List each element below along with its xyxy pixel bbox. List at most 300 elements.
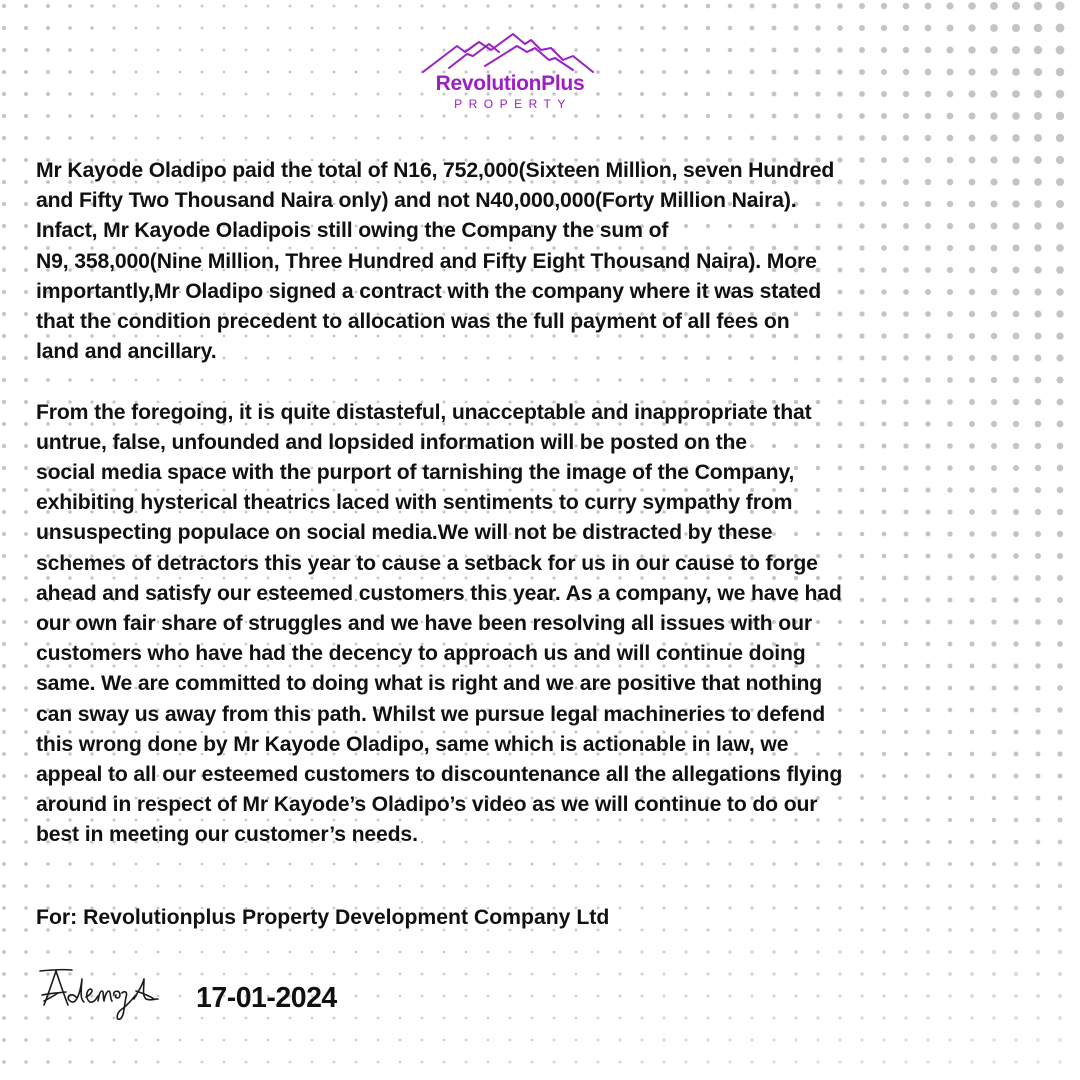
text-line: untrue, false, unfounded and lopsided information will be posted on the	[36, 430, 747, 454]
background-dot	[970, 950, 974, 954]
background-dot	[838, 1016, 841, 1019]
background-dot	[684, 4, 688, 8]
background-dot	[619, 885, 622, 888]
background-dot	[640, 4, 644, 8]
background-dot	[815, 91, 820, 96]
background-dot	[509, 1039, 512, 1042]
background-dot	[728, 26, 733, 31]
background-dot	[24, 774, 28, 778]
background-dot	[684, 862, 687, 865]
text-line: this wrong done by Mr Kayode Oladipo, same which is actionable in law, we	[36, 732, 789, 756]
background-dot	[24, 26, 28, 30]
logo-subtitle: PROPERTY	[454, 97, 572, 111]
background-dot	[135, 951, 138, 954]
background-dot	[377, 5, 380, 8]
background-dot	[597, 1061, 600, 1064]
background-dot	[377, 1017, 380, 1020]
background-dot	[201, 951, 204, 954]
background-dot	[377, 71, 380, 74]
background-dot	[68, 862, 71, 865]
background-dot	[926, 972, 930, 976]
background-dot	[487, 995, 490, 998]
background-dot	[2, 422, 6, 426]
background-dot	[1034, 2, 1043, 11]
background-dot	[157, 71, 160, 74]
background-dot	[2, 136, 6, 140]
background-dot	[157, 1061, 160, 1064]
background-dot	[399, 863, 402, 866]
background-dot	[903, 135, 909, 141]
text-line: unsuspecting populace on social media.We will not be distracted by these	[36, 521, 773, 545]
background-dot	[333, 1039, 336, 1042]
background-dot	[663, 1061, 666, 1064]
background-dot	[2, 818, 6, 822]
background-dot	[2, 202, 6, 206]
background-dot	[2, 1060, 6, 1064]
background-dot	[684, 950, 687, 953]
background-dot	[575, 995, 578, 998]
background-dot	[574, 4, 578, 8]
background-dot	[1036, 972, 1040, 976]
background-dot	[882, 1060, 885, 1063]
background-dot	[1056, 2, 1065, 11]
background-dot	[2, 994, 6, 998]
background-dot	[793, 91, 798, 96]
background-dot	[24, 840, 28, 844]
background-dot	[24, 554, 28, 558]
background-dot	[2, 532, 6, 536]
logo-brand-name: RevolutionPlus	[435, 72, 585, 95]
background-dot	[223, 137, 226, 140]
background-dot	[24, 972, 28, 976]
background-dot	[729, 1039, 732, 1042]
text-line: ahead and satisfy our esteemed customers this year. As a company, we have had	[36, 581, 842, 605]
background-dot	[355, 27, 358, 30]
background-dot	[948, 1038, 951, 1041]
background-dot	[179, 137, 182, 140]
background-dot	[904, 1016, 907, 1019]
background-dot	[881, 135, 887, 141]
background-dot	[881, 91, 887, 97]
background-dot	[46, 950, 49, 953]
background-dot	[618, 136, 622, 140]
background-dot	[112, 92, 115, 95]
background-dot	[2, 312, 6, 316]
background-dot	[663, 1039, 666, 1042]
background-dot	[135, 1039, 138, 1042]
background-dot	[267, 863, 270, 866]
background-dot	[948, 1016, 952, 1020]
background-dot	[881, 113, 887, 119]
background-dot	[68, 92, 72, 96]
background-dot	[46, 70, 50, 74]
background-dot	[245, 1039, 248, 1042]
background-dot	[794, 972, 797, 975]
background-dot	[134, 92, 137, 95]
background-dot	[552, 136, 555, 139]
background-dot	[618, 26, 622, 30]
background-dot	[421, 951, 424, 954]
background-dot	[289, 951, 292, 954]
background-dot	[399, 71, 402, 74]
background-dot	[443, 973, 446, 976]
background-dot	[838, 884, 842, 888]
background-dot	[992, 972, 996, 976]
background-dot	[530, 136, 533, 139]
background-dot	[837, 25, 843, 31]
background-dot	[1058, 994, 1062, 998]
background-dot	[333, 951, 336, 954]
text-line: appeal to all our esteemed customers to discountenance all the allegations flying	[36, 763, 843, 787]
background-dot	[509, 1061, 512, 1064]
background-dot	[179, 5, 182, 8]
background-dot	[815, 113, 820, 118]
background-dot	[377, 885, 380, 888]
background-dot	[663, 951, 666, 954]
background-dot	[24, 466, 28, 470]
background-dot	[750, 972, 753, 975]
background-dot	[2, 334, 6, 338]
background-dot	[882, 972, 885, 975]
background-dot	[1014, 972, 1018, 976]
background-dot	[157, 27, 160, 30]
background-dot	[443, 951, 446, 954]
background-dot	[245, 137, 248, 140]
background-dot	[223, 973, 226, 976]
background-dot	[443, 995, 446, 998]
background-dot	[640, 48, 644, 52]
background-dot	[24, 994, 28, 998]
background-dot	[882, 928, 886, 932]
background-dot	[443, 885, 446, 888]
background-dot	[1014, 862, 1018, 866]
background-dot	[837, 135, 842, 140]
background-dot	[750, 136, 755, 141]
background-dot	[1036, 906, 1040, 910]
background-dot	[487, 1039, 490, 1042]
background-dot	[267, 115, 270, 118]
background-dot	[24, 664, 28, 668]
background-dot	[223, 885, 226, 888]
background-dot	[838, 862, 842, 866]
background-dot	[245, 973, 248, 976]
background-dot	[2, 598, 6, 602]
background-dot	[377, 115, 380, 118]
background-dot	[990, 24, 998, 32]
background-dot	[750, 26, 755, 31]
background-dot	[772, 1016, 775, 1019]
background-dot	[772, 862, 775, 865]
text-line: same. We are committed to doing what is right and we are positive that nothing	[36, 672, 823, 696]
background-dot	[1036, 1016, 1040, 1020]
background-dot	[925, 47, 932, 54]
background-dot	[289, 1017, 292, 1020]
background-dot	[399, 49, 402, 52]
text-line: our own fair share of struggles and we have been resolving all issues with our	[36, 612, 812, 636]
text-line: can sway us away from this path. Whilst we pursue legal machineries to defend	[36, 702, 826, 726]
background-dot	[597, 1017, 600, 1020]
background-dot	[2, 686, 6, 690]
background-dot	[531, 863, 534, 866]
background-dot	[223, 1061, 226, 1064]
background-dot	[311, 863, 314, 866]
background-dot	[750, 884, 753, 887]
background-dot	[619, 995, 622, 998]
background-dot	[443, 1039, 446, 1042]
statement-body	[36, 156, 1076, 851]
background-dot	[2, 862, 6, 866]
background-dot	[772, 884, 775, 887]
background-dot	[311, 1017, 314, 1020]
background-dot	[946, 24, 953, 31]
background-dot	[750, 950, 753, 953]
background-dot	[684, 906, 687, 909]
background-dot	[837, 3, 843, 9]
background-dot	[663, 1017, 666, 1020]
background-dot	[311, 1039, 314, 1042]
background-dot	[816, 994, 819, 997]
background-dot	[751, 1061, 754, 1064]
background-dot	[926, 1016, 929, 1019]
background-dot	[201, 137, 204, 140]
background-dot	[2, 796, 6, 800]
background-dot	[948, 950, 952, 954]
background-dot	[465, 1039, 468, 1042]
background-dot	[881, 3, 887, 9]
background-dot	[948, 994, 952, 998]
background-dot	[442, 114, 445, 117]
background-dot	[2, 158, 6, 162]
background-dot	[860, 928, 864, 932]
background-dot	[926, 862, 930, 866]
background-dot	[2, 70, 6, 74]
background-dot	[641, 973, 644, 976]
background-dot	[619, 951, 622, 954]
background-dot	[443, 1017, 446, 1020]
background-dot	[333, 5, 336, 8]
background-dot	[465, 1061, 468, 1064]
background-dot	[815, 3, 821, 9]
background-dot	[68, 1038, 71, 1041]
background-dot	[377, 27, 380, 30]
background-dot	[289, 115, 292, 118]
background-dot	[179, 995, 182, 998]
background-dot	[575, 863, 578, 866]
background-dot	[421, 137, 424, 140]
background-dot	[24, 48, 28, 52]
background-dot	[24, 114, 28, 118]
background-dot	[662, 136, 666, 140]
background-dot	[46, 48, 50, 52]
background-dot	[68, 48, 72, 52]
background-dot	[24, 268, 28, 272]
background-dot	[728, 70, 733, 75]
background-dot	[707, 1017, 710, 1020]
background-dot	[157, 49, 160, 52]
background-dot	[267, 1061, 270, 1064]
background-dot	[815, 135, 820, 140]
background-dot	[201, 71, 204, 74]
background-dot	[837, 69, 843, 75]
background-dot	[1036, 928, 1040, 932]
text-line: and Fifty Two Thousand Naira only) and not N40,000,000(Forty Million Naira).	[36, 189, 797, 213]
background-dot	[970, 906, 974, 910]
background-dot	[553, 863, 556, 866]
background-dot	[728, 928, 731, 931]
background-dot	[553, 885, 556, 888]
background-dot	[641, 907, 644, 910]
background-dot	[1058, 1016, 1062, 1020]
background-dot	[2, 356, 6, 360]
background-dot	[2, 730, 6, 734]
background-dot	[815, 69, 820, 74]
background-dot	[816, 928, 819, 931]
background-dot	[728, 114, 733, 119]
background-dot	[46, 1060, 49, 1063]
background-dot	[201, 49, 204, 52]
background-dot	[24, 906, 28, 910]
background-dot	[90, 114, 93, 117]
text-line: N9, 358,000(Nine Million, Three Hundred and Fifty Eight Thousand Naira). More	[36, 249, 817, 273]
background-dot	[574, 114, 578, 118]
background-dot	[1058, 884, 1063, 889]
background-dot	[706, 994, 709, 997]
background-dot	[968, 24, 975, 31]
background-dot	[728, 1016, 731, 1019]
background-dot	[1036, 950, 1040, 954]
background-dot	[750, 92, 755, 97]
background-dot	[2, 48, 6, 52]
background-dot	[2, 1016, 6, 1020]
background-dot	[2, 510, 6, 514]
background-dot	[990, 46, 998, 54]
background-dot	[794, 950, 797, 953]
background-dot	[619, 1017, 622, 1020]
background-dot	[926, 906, 930, 910]
background-dot	[201, 1017, 204, 1020]
background-dot	[355, 863, 358, 866]
background-dot	[552, 114, 555, 117]
background-dot	[663, 995, 666, 998]
background-dot	[2, 180, 6, 184]
background-dot	[245, 5, 248, 8]
background-dot	[882, 950, 886, 954]
background-dot	[24, 862, 28, 866]
background-dot	[509, 863, 512, 866]
background-dot	[859, 113, 865, 119]
background-dot	[1012, 112, 1020, 120]
background-dot	[245, 1061, 248, 1064]
background-dot	[948, 928, 952, 932]
background-dot	[968, 90, 975, 97]
background-dot	[618, 114, 622, 118]
background-dot	[597, 885, 600, 888]
background-dot	[2, 642, 6, 646]
background-dot	[641, 1061, 644, 1064]
background-dot	[112, 884, 115, 887]
background-dot	[597, 995, 600, 998]
background-dot	[24, 598, 28, 602]
background-dot	[509, 973, 512, 976]
background-dot	[46, 884, 49, 887]
background-dot	[859, 47, 865, 53]
background-dot	[948, 972, 952, 976]
background-dot	[289, 5, 292, 8]
background-dot	[728, 862, 731, 865]
background-dot	[465, 885, 468, 888]
background-dot	[662, 48, 666, 52]
background-dot	[925, 113, 932, 120]
background-dot	[223, 863, 226, 866]
background-dot	[793, 47, 798, 52]
background-dot	[399, 5, 402, 8]
background-dot	[333, 863, 336, 866]
background-dot	[201, 1061, 204, 1064]
text-line: From the foregoing, it is quite distasteful, unacceptable and inappropriate that	[36, 400, 812, 424]
background-dot	[946, 46, 953, 53]
background-dot	[970, 884, 974, 888]
background-dot	[90, 884, 93, 887]
background-dot	[904, 928, 908, 932]
background-dot	[750, 994, 753, 997]
paragraph-response	[36, 398, 1076, 851]
background-dot	[926, 994, 930, 998]
background-dot	[772, 1060, 775, 1063]
background-dot	[201, 885, 204, 888]
background-dot	[904, 862, 908, 866]
background-dot	[597, 973, 600, 976]
background-dot	[728, 972, 731, 975]
background-dot	[947, 113, 954, 120]
background-dot	[24, 1016, 28, 1020]
background-dot	[24, 4, 28, 8]
background-dot	[575, 885, 578, 888]
background-dot	[112, 70, 115, 73]
background-dot	[179, 951, 182, 954]
background-dot	[970, 994, 974, 998]
background-dot	[750, 48, 755, 53]
background-dot	[90, 26, 93, 29]
background-dot	[837, 47, 843, 53]
background-dot	[706, 972, 709, 975]
background-dot	[618, 70, 622, 74]
background-dot	[2, 400, 6, 404]
background-dot	[552, 4, 556, 8]
background-dot	[486, 136, 489, 139]
background-dot	[618, 862, 621, 865]
background-dot	[157, 863, 160, 866]
background-dot	[223, 49, 226, 52]
background-dot	[24, 444, 28, 448]
background-dot	[508, 136, 511, 139]
background-dot	[245, 115, 248, 118]
background-dot	[465, 951, 468, 954]
background-dot	[179, 93, 182, 96]
background-dot	[1014, 884, 1018, 888]
background-dot	[750, 1016, 753, 1019]
background-dot	[333, 93, 336, 96]
background-dot	[706, 928, 709, 931]
background-dot	[1056, 112, 1064, 120]
background-dot	[179, 863, 182, 866]
background-dot	[641, 929, 644, 932]
background-dot	[267, 885, 270, 888]
background-dot	[706, 136, 710, 140]
background-dot	[859, 69, 865, 75]
background-dot	[90, 950, 93, 953]
background-dot	[68, 70, 72, 74]
background-dot	[531, 973, 534, 976]
